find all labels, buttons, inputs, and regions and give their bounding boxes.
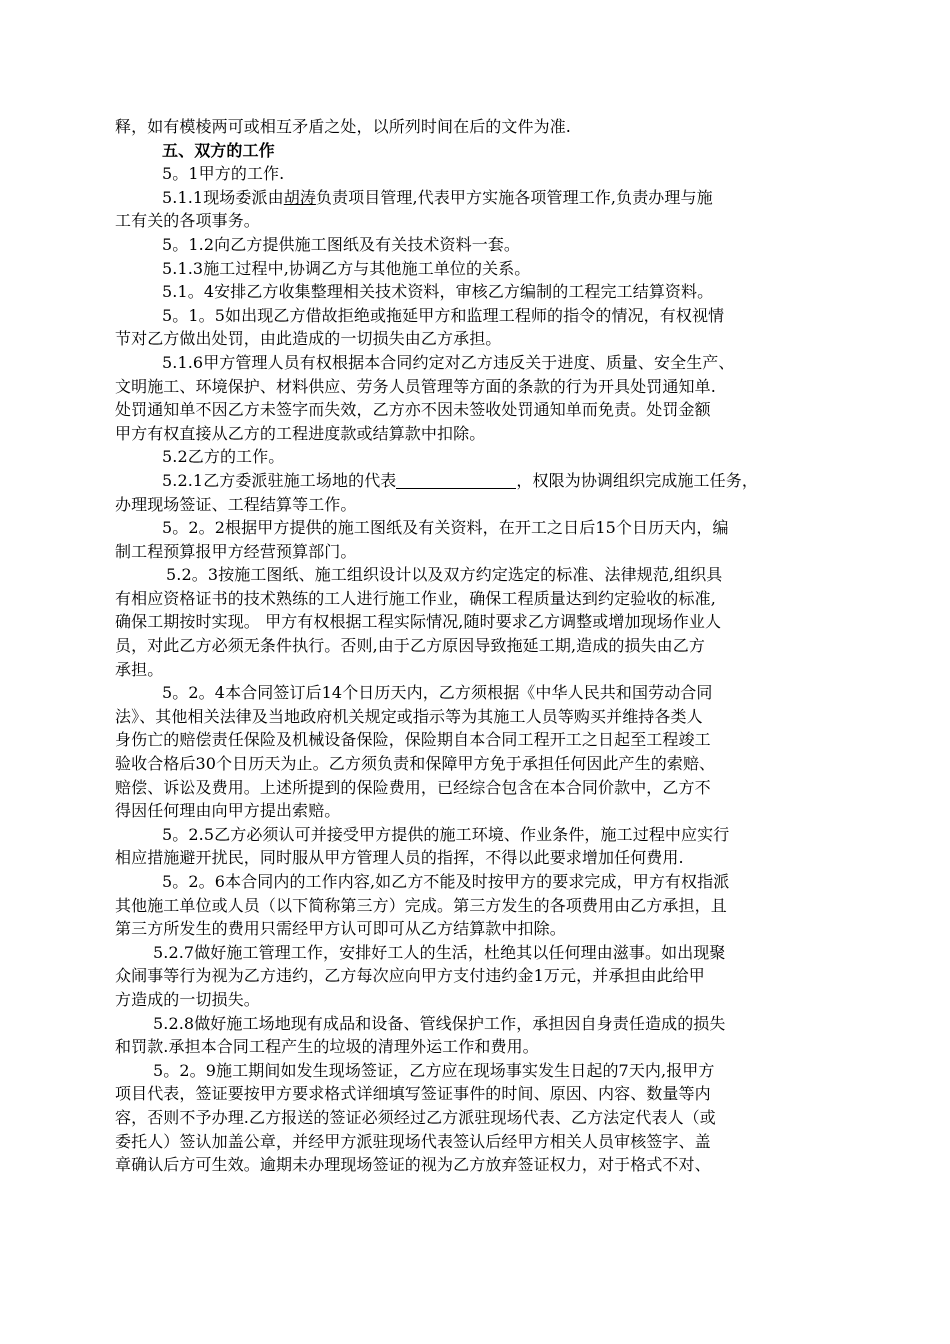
clause-5-1-5: 5。1。5如出现乙方借故拒绝或拖延甲方和监理工程师的指令的情况，有权视情 [162,305,725,325]
text-line: 第三方所发生的费用只需经甲方认可即可从乙方结算款中扣除。 [115,919,566,939]
text-line: 验收合格后30个日历天为止。乙方须负责和保障甲方免于承担任何因此产生的索赔、 [115,754,716,774]
text-segment: 5.2.1乙方委派驻施工场地的代表 [162,470,397,490]
text-line: 法》、其他相关法律及当地政府机关规定或指示等为其施工人员等购买并维持各类人 [115,706,703,726]
text-line: 文明施工、环境保护、材料供应、劳务人员管理等方面的条款的行为开具处罚通知单. [115,376,716,396]
clause-5-1-2: 5。1.2向乙方提供施工图纸及有关技术资料一套。 [162,234,521,254]
text-line: 容，否则不予办理.乙方报送的签证必须经过乙方派驻现场代表、乙方法定代表人（或 [115,1107,716,1127]
text-line: 和罚款.承担本合同工程产生的垃圾的清理外运工作和费用。 [115,1037,539,1057]
text-line: 工有关的各项事务。 [115,211,260,231]
manager-name: 胡涛 [283,187,316,207]
section-heading: 五、双方的工作 [162,140,275,160]
text-line: 章确认后方可生效。逾期未办理现场签证的视为乙方放弃签证权力，对于格式不对、 [115,1155,711,1175]
clause-5-2-7: 5.2.7做好施工管理工作，安排好工人的生活，杜绝其以任何理由滋事。如出现聚 [153,942,726,962]
text-line: 众闹事等行为视为乙方违约，乙方每次应向甲方支付违约金1万元，并承担由此给甲 [115,966,705,986]
clause-5-1-4: 5.1。4安排乙方收集整理相关技术资料，审核乙方编制的工程完工结算资料。 [162,282,714,302]
text-line: 处罚通知单不因乙方未签字而失效，乙方亦不因未签收处罚通知单而免责。处罚金额 [115,400,711,420]
clause-5-2-9: 5。2。9施工期间如发生现场签证，乙方应在现场事实发生日起的7天内,报甲方 [153,1060,715,1080]
clause-5-1: 5。1甲方的工作. [162,164,285,184]
clause-5-2-1 [115,469,850,493]
text-segment: 负责项目管理,代表甲方实施各项管理工作,负责办理与施 [315,187,713,207]
text-line: 委托人）签认加盖公章，并经甲方派驻现场代表签认后经甲方相关人员审核签字、盖 [115,1131,711,1151]
clause-5-2-3: 5.2。3按施工图纸、施工组织设计以及双方约定选定的标准、法律规范,组织具 [166,565,723,585]
text-line: 其他施工单位或人员（以下简称第三方）完成。第三方发生的各项费用由乙方承担，且 [115,895,727,915]
text-line: 方造成的一切损失。 [115,989,260,1009]
text-line: 得因任何理由向甲方提出索赔。 [115,801,341,821]
text-segment: 5.1.1现场委派由 [162,187,284,207]
text-line: 制工程预算报甲方经营预算部门。 [115,541,357,561]
clause-5-2-4: 5。2。4本合同签订后14个日历天内，乙方须根据《中华人民共和国劳动合同 [162,683,713,703]
clause-5-2-5: 5。2.5乙方必须认可并接受甲方提供的施工环境、作业条件，施工过程中应实行 [162,824,730,844]
representative-blank-line [396,471,516,489]
clause-5-2-2: 5。2。2根据甲方提供的施工图纸及有关资料，在开工之日后15个日历天内，编 [162,518,729,538]
text-line: 赔偿、诉讼及费用。上述所提到的保险费用，已经综合包含在本合同价款中，乙方不 [115,777,711,797]
text-line: 项目代表，签证要按甲方要求格式详细填写签证事件的时间、原因、内容、数量等内 [115,1084,711,1104]
text-line: 身伤亡的赔偿责任保险及机械设备保险，保险期自本合同工程开工之日起至工程竣工 [115,730,711,750]
clause-5-1-1 [115,186,850,210]
text-line: 办理现场签证、工程结算等工作。 [115,494,357,514]
text-line: 甲方有权直接从乙方的工程进度款或结算款中扣除。 [115,423,486,443]
text-line: 承担。 [115,659,164,679]
clause-5-2-8: 5.2.8做好施工场地现有成品和设备、管线保护工作，承担因自身责任造成的损失 [153,1013,726,1033]
text-line: 员，对此乙方必须无条件执行。否则,由于乙方原因导致拖延工期,造成的损失由乙方 [115,636,705,656]
text-line: 相应措施避开扰民，同时服从甲方管理人员的指挥，不得以此要求增加任何费用. [115,848,684,868]
clause-5-2: 5.2乙方的工作。 [162,447,285,467]
clause-5-1-3: 5.1.3施工过程中,协调乙方与其他施工单位的关系。 [162,258,531,278]
contract-body [115,115,850,1177]
clause-5-1-6: 5.1.6甲方管理人员有权根据本合同约定对乙方违反关于进度、质量、安全生产、 [162,352,735,372]
text-line: 有相应资格证书的技术熟练的工人进行施工作业，确保工程质量达到约定验收的标准, [115,588,716,608]
text-line: 节对乙方做出处罚，由此造成的一切损失由乙方承担。 [115,329,502,349]
clause-5-2-6: 5。2。6本合同内的工作内容,如乙方不能及时按甲方的要求完成，甲方有权指派 [162,872,730,891]
text-segment: ，权限为协调组织完成施工任务， [516,470,758,490]
text-line: 释，如有模棱两可或相互矛盾之处，以所列时间在后的文件为准. [115,117,571,136]
text-line: 确保工期按时实现。 甲方有权根据工程实际情况,随时要求乙方调整或增加现场作业人 [115,612,722,632]
